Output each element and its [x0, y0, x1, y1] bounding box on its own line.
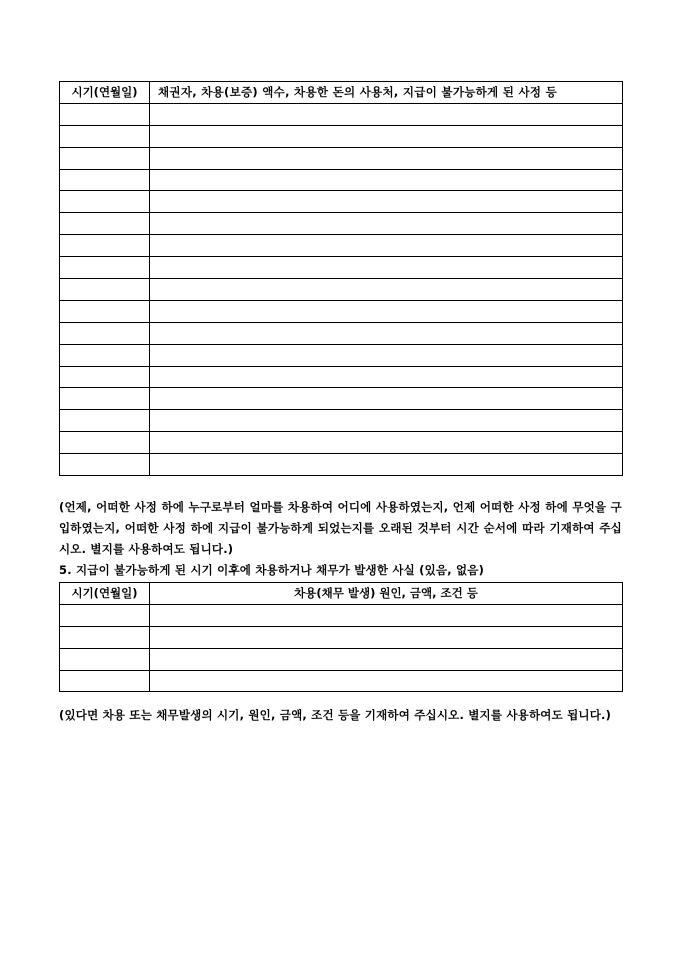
- details-column-header: 채권자, 차용(보증) 액수, 차용한 돈의 사용처, 지급이 불가능하게 된 사정 등: [150, 82, 623, 104]
- date-cell[interactable]: [60, 235, 150, 257]
- table-row: [60, 235, 623, 257]
- date-cell[interactable]: [60, 169, 150, 191]
- details-cell[interactable]: [150, 388, 623, 410]
- details-cell[interactable]: [150, 322, 623, 344]
- details-cell[interactable]: [150, 191, 623, 213]
- date-cell[interactable]: [60, 366, 150, 388]
- details-cell[interactable]: [150, 235, 623, 257]
- table-row: [60, 670, 623, 692]
- table-row: [60, 366, 623, 388]
- table-row: [60, 388, 623, 410]
- date-cell[interactable]: [60, 388, 150, 410]
- date-cell[interactable]: [60, 103, 150, 125]
- date-cell[interactable]: [60, 191, 150, 213]
- date-cell[interactable]: [60, 300, 150, 322]
- date-cell[interactable]: [60, 454, 150, 476]
- details-cell[interactable]: [150, 648, 623, 670]
- details-cell[interactable]: [150, 670, 623, 692]
- date-cell[interactable]: [60, 322, 150, 344]
- debt-history-instructions: (언제, 어떠한 사정 하에 누구로부터 얼마를 차용하여 어디에 사용하였는지, 언제 어떠한 사정 하에 무엇을 구입하였는지, 어떠한 사정 하에 지급이 불가능하게 되었는지를 오래된 것부터 시간 순서에 따라 기재하여 주십시오. 별지를 사용하여도 됩니다.): [59, 500, 622, 556]
- table-header-row: [60, 82, 623, 104]
- table-row: [60, 648, 623, 670]
- post-insolvency-rows: [60, 604, 623, 692]
- date-cell[interactable]: [60, 626, 150, 648]
- table-header-row: [60, 583, 623, 605]
- table-row: [60, 322, 623, 344]
- table-row: [60, 432, 623, 454]
- details-cell[interactable]: [150, 147, 623, 169]
- table-row: [60, 410, 623, 432]
- table-row: [60, 279, 623, 301]
- details-cell[interactable]: [150, 432, 623, 454]
- table-row: [60, 300, 623, 322]
- table-row: [60, 213, 623, 235]
- details-cell[interactable]: [150, 344, 623, 366]
- details-cell[interactable]: [150, 454, 623, 476]
- details-cell[interactable]: [150, 604, 623, 626]
- date-cell[interactable]: [60, 344, 150, 366]
- table-row: [60, 454, 623, 476]
- date-cell[interactable]: [60, 213, 150, 235]
- date-cell[interactable]: [60, 147, 150, 169]
- debt-history-table: [59, 81, 623, 476]
- date-cell[interactable]: [60, 125, 150, 147]
- post-insolvency-debt-table: [59, 582, 623, 692]
- details-cell[interactable]: [150, 213, 623, 235]
- table-row: [60, 191, 623, 213]
- date-cell[interactable]: [60, 257, 150, 279]
- table-row: [60, 257, 623, 279]
- details-cell[interactable]: [150, 366, 623, 388]
- date-cell[interactable]: [60, 670, 150, 692]
- table-row: [60, 103, 623, 125]
- table-row: [60, 147, 623, 169]
- section-5-heading: 5. 지급이 불가능하게 된 시기 이후에 차용하거나 채무가 발생한 사실 (있음, 없음): [59, 563, 485, 577]
- details-cell[interactable]: [150, 169, 623, 191]
- details-cell[interactable]: [150, 300, 623, 322]
- date-column-header: 시기(연월일): [60, 82, 150, 104]
- details-cell[interactable]: [150, 103, 623, 125]
- date-cell[interactable]: [60, 279, 150, 301]
- date-cell[interactable]: [60, 410, 150, 432]
- post-insolvency-instructions: (있다면 차용 또는 채무발생의 시기, 원인, 금액, 조건 등을 기재하여 주십시오. 별지를 사용하여도 됩니다.): [59, 708, 612, 722]
- debt-history-rows: [60, 103, 623, 475]
- date-cell[interactable]: [60, 432, 150, 454]
- date-cell[interactable]: [60, 648, 150, 670]
- cause-column-header: 차용(채무 발생) 원인, 금액, 조건 등: [150, 583, 623, 605]
- table-row: [60, 626, 623, 648]
- details-cell[interactable]: [150, 125, 623, 147]
- date-column-header: 시기(연월일): [60, 583, 150, 605]
- details-cell[interactable]: [150, 257, 623, 279]
- table-row: [60, 125, 623, 147]
- table-row: [60, 169, 623, 191]
- table-row: [60, 344, 623, 366]
- date-cell[interactable]: [60, 604, 150, 626]
- details-cell[interactable]: [150, 626, 623, 648]
- details-cell[interactable]: [150, 279, 623, 301]
- details-cell[interactable]: [150, 410, 623, 432]
- table-row: [60, 604, 623, 626]
